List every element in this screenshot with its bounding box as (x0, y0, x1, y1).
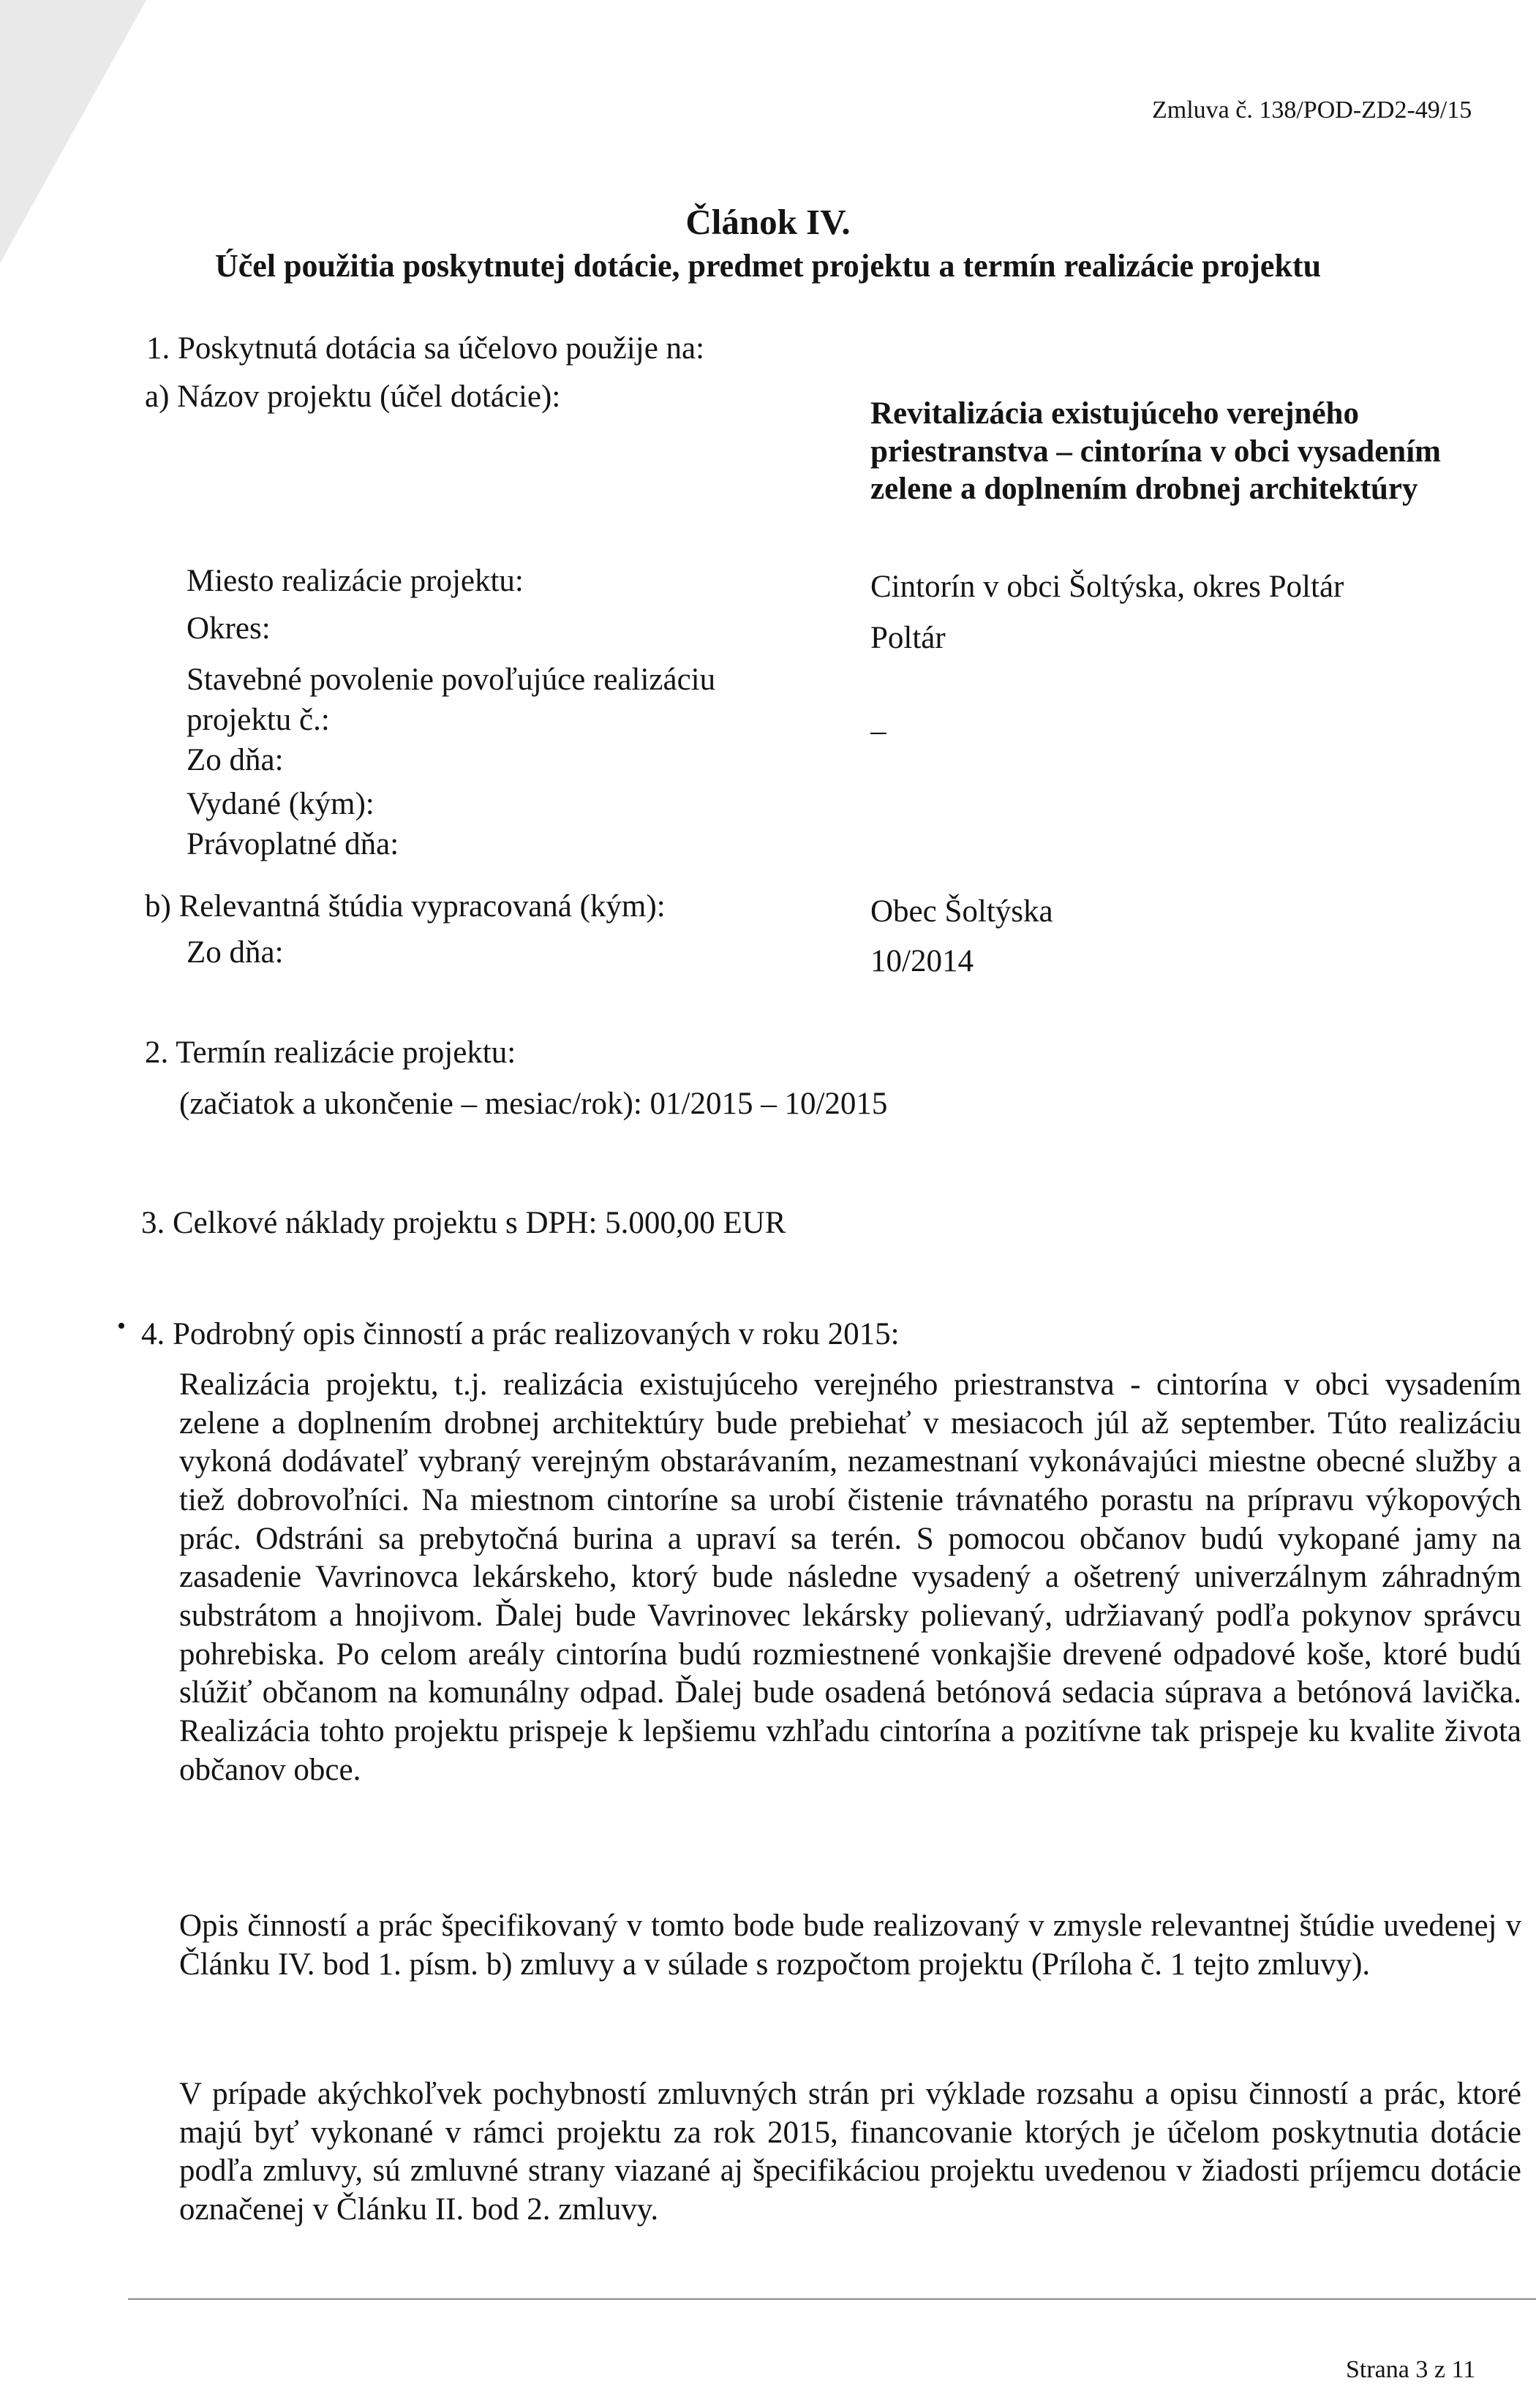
contract-reference: Zmluva č. 138/POD-ZD2-49/15 (1152, 97, 1472, 124)
activities-paragraph-3: V prípade akýchkoľvek pochybností zmluvných strán pri výklade rozsahu a opisu činností a prác, ktoré majú byť vykonané v rámci projektu za rok 2015, financovanie ktorých je účelom poskytnutia dotácie podľa zmluvy, sú zmluvné strany viazané aj špecifikáciou projektu uvedenou v žiadosti príjemcu dotácie označenej v Článku II. bod 2. zmluvy. (179, 2077, 1521, 2227)
study-date-label: Zo dňa: (187, 935, 284, 970)
article-title: Článok IV. (685, 202, 851, 242)
permit-value: – (870, 714, 886, 748)
study-value: Obec Šoltýska (870, 894, 1053, 929)
permit-label-line1: Stavebné povolenie povoľujúce realizáciu (187, 663, 716, 697)
realization-term-label: 2. Termín realizácie projektu: (145, 1035, 516, 1070)
article-subtitle: Účel použitia poskytnutej dotácie, predmet projektu a termín realizácie projektu (214, 248, 1322, 284)
realization-term-detail: (začiatok a ukončenie – mesiac/rok): 01/2015 – 10/2015 (179, 1087, 888, 1121)
project-name-label: a) Názov projektu (účel dotácie): (145, 380, 561, 414)
place-label: Miesto realizácie projektu: (187, 564, 524, 598)
project-name-value: Revitalizácia existujúceho verejného priestranstva – cintorína v obci vysadením zelene a doplnením drobnej architektúry (870, 396, 1441, 507)
permit-valid-day-label: Právoplatné dňa: (187, 827, 399, 861)
margin-bullet: • (117, 1313, 126, 1340)
footer-divider (128, 2298, 1536, 2300)
activities-paragraph-2: Opis činností a prác špecifikovaný v tomto bode bude realizovaný v zmysle relevantnej štúdie uvedenej v Článku IV. bod 1. písm. b) zmluvy a v súlade s rozpočtom projektu (Príloha č. 1 tejto zmluvy). (179, 1909, 1521, 1982)
study-date-value: 10/2014 (870, 944, 974, 978)
permit-label-line2: projektu č.: (187, 703, 330, 737)
district-label: Okres: (187, 611, 271, 646)
district-value: Poltár (870, 621, 946, 655)
page-number: Strana 3 z 11 (1346, 2356, 1476, 2383)
section1-intro: 1. Poskytnutá dotácia sa účelovo použije na: (146, 331, 705, 366)
permit-from-day-label: Zo dňa: (187, 743, 284, 777)
total-costs: 3. Celkové náklady projektu s DPH: 5.000,00 EUR (141, 1206, 786, 1240)
place-value: Cintorín v obci Šoltýska, okres Poltár (870, 570, 1344, 604)
activities-label: 4. Podrobný opis činností a prác realizovaných v roku 2015: (141, 1317, 900, 1351)
activities-paragraph-1: Realizácia projektu, t.j. realizácia existujúceho verejného priestranstva - cintorína v obci vysadením zelene a doplnením drobnej architektúry bude prebiehať v mesiacoch júl až september. Túto realizáciu vykoná dodávateľ vybraný verejným obstarávaním, nezamestnaní vykonávajúci miestne obecné služby a tiež dobrovoľníci. Na miestnom cintoríne sa urobí čistenie trávnatého porastu na prípravu výkopových prác. Odstráni sa prebytočná burina a upraví sa terén. S pomocou občanov budú vykopané jamy na zasadenie Vavrinovca lekárskeho, ktorý bude následne vysadený a ošetrený univerzálnym záhradným substrátom a hnojivom. Ďalej bude Vavrinovec lekársky polievaný, udržiavaný podľa pokynov správcu pohrebiska. Po celom areály cintorína budú rozmiestnené vonkajšie drevené odpadové koše, ktoré budú slúžiť občanom na komunálny odpad. Ďalej bude osadená betónová sedacia súprava a betónová lavička. Realizácia tohto projektu prispeje k lepšiemu vzhľadu cintorína a pozitívne tak prispeje ku kvalite života občanov obce. (179, 1367, 1521, 1787)
permit-issued-by-label: Vydané (kým): (187, 787, 374, 821)
study-label: b) Relevantná štúdia vypracovaná (kým): (145, 889, 666, 924)
